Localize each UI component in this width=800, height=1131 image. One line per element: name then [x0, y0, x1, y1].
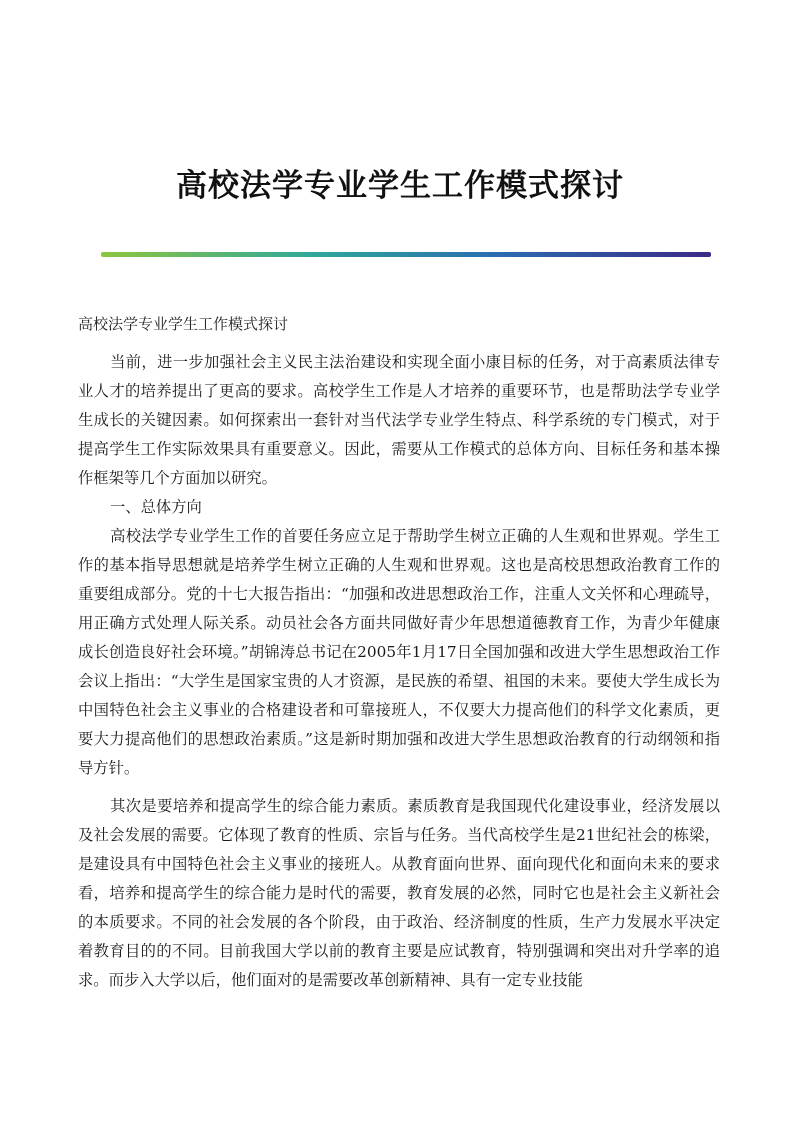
- paragraph-gap: [78, 783, 720, 792]
- title-divider: [101, 252, 711, 257]
- section-heading: 一、总体方向: [110, 498, 202, 516]
- paragraph-abilities: 其次是要培养和提高学生的综合能力素质。素质教育是我国现代化建设事业，经济发展以及社会发展的需要。它体现了教育的性质、宗旨与任务。当代高校学生是21世纪社会的栋梁，是建设具有中国特色社会主义事业的接班人。从教育面向世界、面向现代化和面向未来的要求看，培养和提高学生的综合能力是时代的需要，教育发展的必然，同时它也是社会主义新社会的本质要求。不同的社会发展的各个阶段，由于政治、经济制度的性质，生产力发展水平决定着教育目的的不同。目前我国大学以前的教育主要是应试教育，特别强调和突出对升学率的追求。而步入大学以后，他们面对的是需要改革创新精神、具有一定专业技能: [78, 797, 720, 989]
- document-subtitle: 高校法学专业学生工作模式探讨: [78, 315, 289, 333]
- paragraph-intro: 当前，进一步加强社会主义民主法治建设和实现全面小康目标的任务，对于高素质法律专业人才的培养提出了更高的要求。高校学生工作是人才培养的重要环节，也是帮助法学专业学生成长的关键因素。如何探索出一套针对当代法学专业学生特点、科学系统的专门模式，对于提高学生工作实际效果具有重要意义。因此，需要从工作模式的总体方向、目标任务和基本操作框架等几个方面加以研究。: [78, 353, 720, 487]
- paragraph-direction: 高校法学专业学生工作的首要任务应立足于帮助学生树立正确的人生观和世界观。学生工作的基本指导思想就是培养学生树立正确的人生观和世界观。这也是高校思想政治教育工作的重要组成部分。党的十七大报告指出：“加强和改进思想政治工作，注重人文关怀和心理疏导，用正确方式处理人际关系。动员社会各方面共同做好青少年思想道德教育工作，为青少年健康成长创造良好社会环境。”胡锦涛总书记在2005年1月17日全国加强和改进大学生思想政治工作会议上指出：“大学生是国家宝贵的人才资源，是民族的希望、祖国的未来。要使大学生成长为中国特色社会主义事业的合格建设者和可靠接班人，不仅要大力提高他们的科学文化素质，更要大力提高他们的思想政治素质。”这是新时期加强和改进大学生思想政治教育的行动纲领和指导方针。: [78, 527, 720, 777]
- page-title: 高校法学专业学生工作模式探讨: [176, 168, 624, 204]
- document-body: [78, 348, 720, 995]
